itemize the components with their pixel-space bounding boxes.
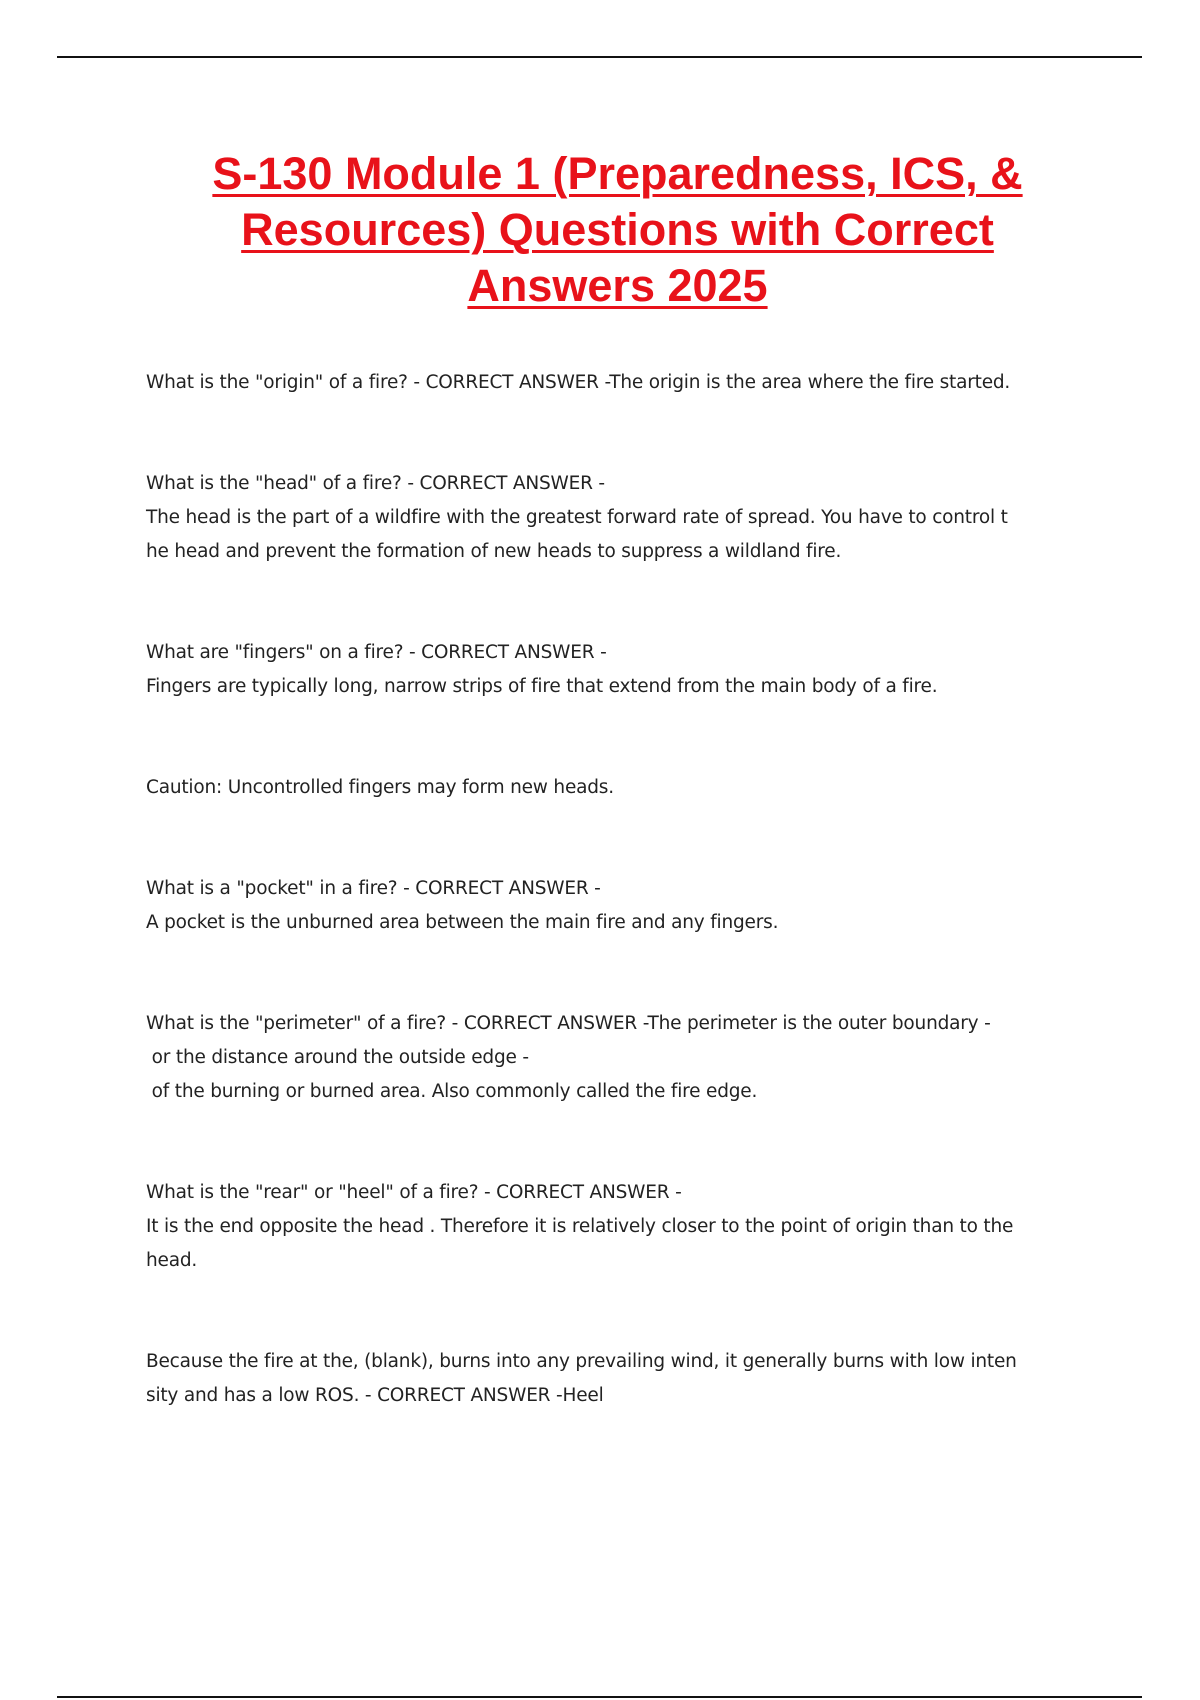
title-line-3: Answers 2025 [467,260,768,311]
qa-text-line: A pocket is the unburned area between the main fire and any fingers. [146,912,779,933]
footer-rule [57,1696,1142,1698]
qa-text-line: What is the "rear" or "heel" of a fire? - CORRECT ANSWER - [146,1182,682,1203]
title-line-2: Resources) Questions with Correct [241,204,994,255]
qa-text-line: or the distance around the outside edge - [146,1047,529,1068]
qa-text-line: What is the "head" of a fire? - CORRECT ANSWER - [146,473,605,494]
qa-text-line: The head is the part of a wildfire with the greatest forward rate of spread. You have to control t [146,507,1008,528]
qa-text-line: he head and prevent the formation of new heads to suppress a wildland fire. [146,541,842,562]
qa-item-caution [146,771,1086,805]
qa-list [146,366,1086,1480]
document-title [150,146,1085,314]
qa-item-perimeter [146,1007,1086,1109]
qa-item-origin [146,366,1086,400]
qa-text-line: sity and has a low ROS. - CORRECT ANSWER -Heel [146,1385,604,1406]
qa-text-line: head. [146,1250,198,1271]
qa-text-line: of the burning or burned area. Also commonly called the fire edge. [146,1081,758,1102]
qa-item-fingers [146,636,1086,704]
qa-text-line: What is the "origin" of a fire? - CORRECT ANSWER -The origin is the area where the fire started. [146,372,1011,393]
qa-item-pocket [146,872,1086,940]
qa-item-heel-question [146,1345,1086,1413]
qa-text-line: What are "fingers" on a fire? - CORRECT ANSWER - [146,642,607,663]
qa-text-line: It is the end opposite the head . Therefore it is relatively closer to the point of origin than to the [146,1216,1014,1237]
header-rule [57,56,1142,58]
title-line-1: S-130 Module 1 (Preparedness, ICS, & [212,148,1023,199]
qa-item-rear-heel [146,1176,1086,1278]
qa-text-line: What is the "perimeter" of a fire? - CORRECT ANSWER -The perimeter is the outer boundary - [146,1013,991,1034]
qa-text-line: Fingers are typically long, narrow strips of fire that extend from the main body of a fire. [146,676,938,697]
qa-text-line: What is a "pocket" in a fire? - CORRECT ANSWER - [146,878,601,899]
qa-text-line: Caution: Uncontrolled fingers may form new heads. [146,777,614,798]
qa-item-head [146,467,1086,569]
qa-text-line: Because the fire at the, (blank), burns into any prevailing wind, it generally burns with low inten [146,1351,1017,1372]
